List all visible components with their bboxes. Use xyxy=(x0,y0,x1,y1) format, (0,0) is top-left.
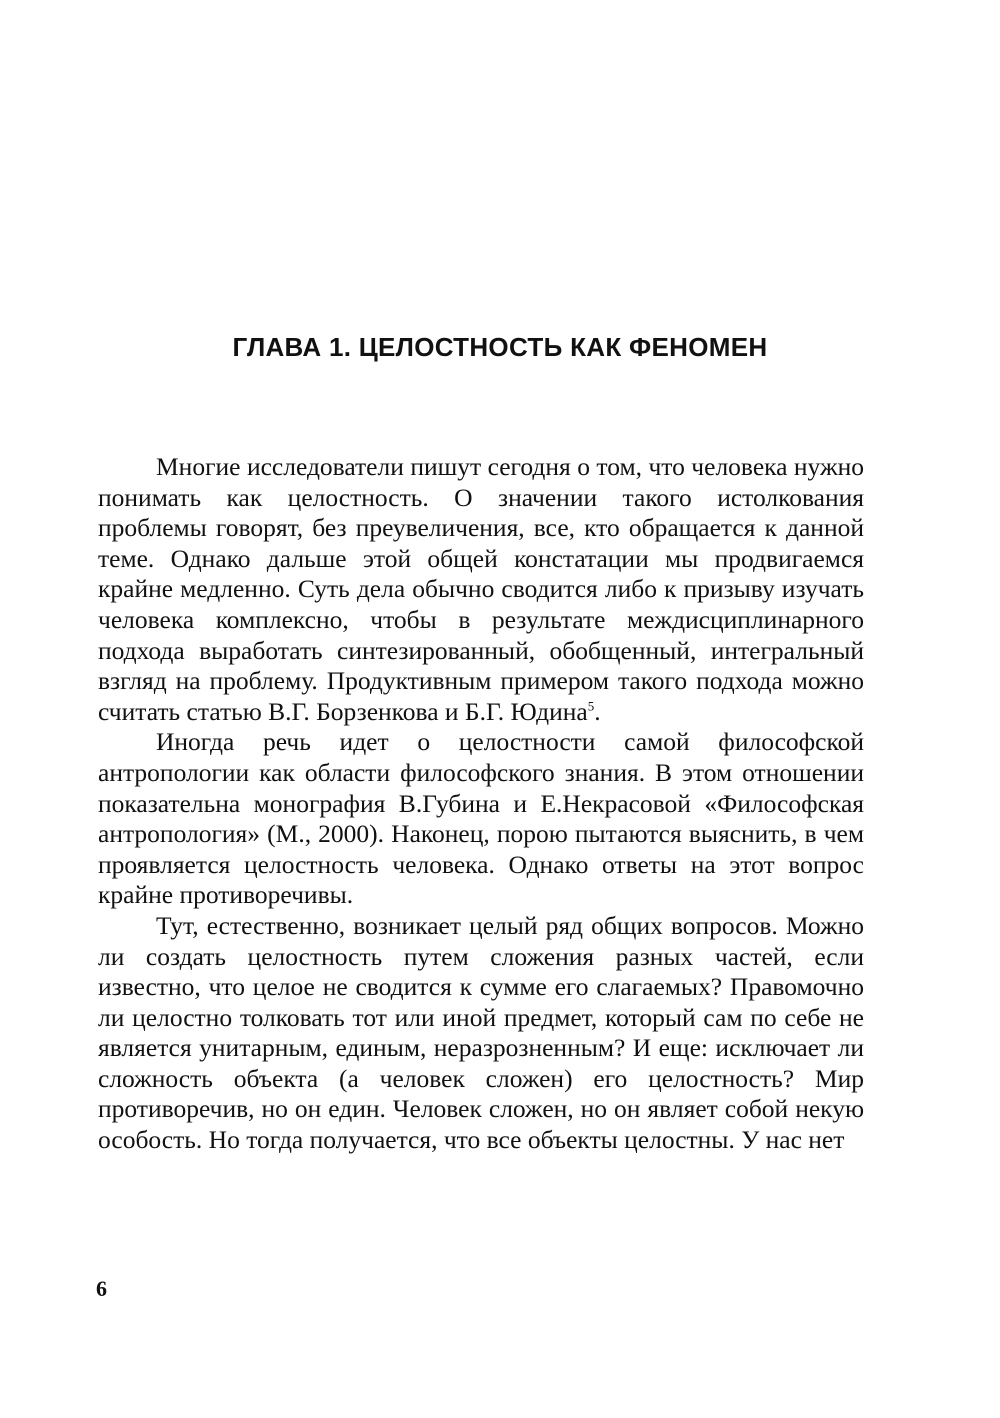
paragraph-1 xyxy=(98,452,864,727)
page-number: 6 xyxy=(96,1276,107,1301)
paragraph-1-text: Многие исследователи пишут сегодня о том, что человека нужно понимать как целостность. О значении такого истолкования проблемы говорят, без преувеличения, все, кто обращается к данной теме. Однако дальше этой общей констатации мы продвигаемся крайне медленно. Суть дела обычно сводится либо к призыву изучать человека комплексно, чтобы в результате междисциплинарного подхода выработать синтезированный, обобщенный, интегральный взгляд на проблему. Продуктивным примером такого подхода можно считать статью В.Г. Борзенкова и Б.Г. Юдина xyxy=(98,452,864,726)
paragraph-2: Иногда речь идет о целостности самой философской антропологии как области философского знания. В этом отношении показательна монография В.Губина и Е.Некрасовой «Философская антропология» (М., 2000). Наконец, порою пытаются выяснить, в чем проявляется целостность человека. Однако ответы на этот вопрос крайне противоречивы. xyxy=(98,727,864,910)
footnote-reference: 5 xyxy=(587,698,595,714)
paragraph-3: Тут, естественно, возникает целый ряд общих вопросов. Можно ли создать целостность путем сложения разных частей, если известно, что целое не сводится к сумме его слагаемых? Правомочно ли целостно толковать тот или иной предмет, который сам по себе не является унитарным, единым, неразрозненным? И еще: исключает ли сложность объекта (а человек сложен) его целостность? Мир противоречив, но он един. Человек сложен, но он являет собой некую особость. Но тогда получается, что все объекты целостны. У нас нет xyxy=(98,910,864,1155)
body-text xyxy=(98,452,864,1156)
paragraph-1-tail: . xyxy=(594,696,601,726)
chapter-title: ГЛАВА 1. ЦЕЛОСТНОСТЬ КАК ФЕНОМЕН xyxy=(232,332,768,362)
